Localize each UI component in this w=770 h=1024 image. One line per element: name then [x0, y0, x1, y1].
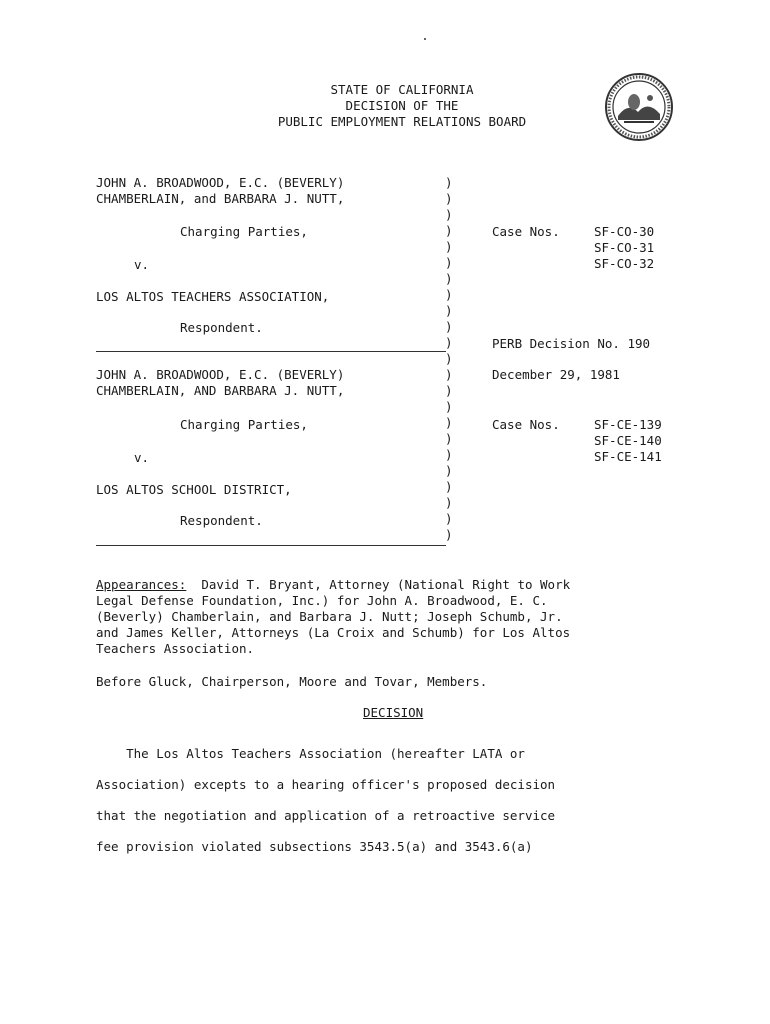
caption-bracket: ) ) ) ) ) ) ) ) ) ) ) ) ) ) ) ) ) ) ) ) ) ) ) — [445, 175, 453, 542]
case1-case-number-3: SF-CO-32 — [594, 256, 655, 271]
appearances-paragraph — [96, 577, 696, 657]
scan-speck — [424, 38, 426, 40]
header-line-decision: DECISION OF THE — [345, 98, 459, 113]
decision-heading: DECISION — [363, 705, 424, 720]
appearances-line1: David T. Bryant, Attorney (National Right to Work — [186, 577, 571, 592]
appearances-line5: Teachers Association. — [96, 641, 255, 656]
caption-bottom-rule — [96, 545, 446, 546]
appearances-line3: (Beverly) Chamberlain, and Barbara J. Nutt; Joseph Schumb, Jr. — [96, 609, 563, 624]
body-line4: fee provision violated subsections 3543.5(a) and 3543.6(a) — [96, 839, 533, 854]
case2-case-number-1: SF-CE-139 — [594, 417, 662, 432]
caption-divider — [96, 351, 446, 352]
appearances-line4: and James Keller, Attorneys (La Croix and Schumb) for Los Altos — [96, 625, 571, 640]
decision-body — [96, 738, 696, 862]
body-line1: The Los Altos Teachers Association (hereafter LATA or — [96, 746, 525, 761]
before-panel: Before Gluck, Chairperson, Moore and Tovar, Members. — [96, 674, 488, 689]
california-seal-icon — [604, 72, 674, 142]
case2-party-line1: JOHN A. BROADWOOD, E.C. (BEVERLY) — [96, 367, 345, 382]
case1-party-line1: JOHN A. BROADWOOD, E.C. (BEVERLY) — [96, 175, 345, 190]
case2-case-number-2: SF-CE-140 — [594, 433, 662, 448]
case2-respondent-role: Respondent. — [180, 513, 263, 528]
decision-number: PERB Decision No. 190 — [492, 336, 651, 351]
case1-case-number-2: SF-CO-31 — [594, 240, 655, 255]
case1-case-label: Case Nos. — [492, 224, 560, 239]
case1-case-number-1: SF-CO-30 — [594, 224, 655, 239]
case2-party-line2: CHAMBERLAIN, AND BARBARA J. NUTT, — [96, 383, 345, 398]
body-line3: that the negotiation and application of a retroactive service — [96, 808, 556, 823]
case2-party-role: Charging Parties, — [180, 417, 308, 432]
case2-case-label: Case Nos. — [492, 417, 560, 432]
document-header — [230, 82, 574, 130]
case1-party-role: Charging Parties, — [180, 224, 308, 239]
appearances-line2: Legal Defense Foundation, Inc.) for John A. Broadwood, E. C. — [96, 593, 548, 608]
case1-respondent-name: LOS ALTOS TEACHERS ASSOCIATION, — [96, 289, 330, 304]
case2-versus: v. — [134, 450, 150, 465]
body-line2: Association) excepts to a hearing officer's proposed decision — [96, 777, 556, 792]
appearances-label: Appearances: — [96, 577, 187, 592]
header-line-state: STATE OF CALIFORNIA — [330, 82, 474, 97]
header-line-board: PUBLIC EMPLOYMENT RELATIONS BOARD — [277, 114, 527, 129]
case1-versus: v. — [134, 257, 150, 272]
decision-date: December 29, 1981 — [492, 367, 620, 382]
case-caption — [96, 175, 696, 555]
case1-party-line2: CHAMBERLAIN, and BARBARA J. NUTT, — [96, 191, 345, 206]
case1-respondent-role: Respondent. — [180, 320, 263, 335]
case2-case-number-3: SF-CE-141 — [594, 449, 662, 464]
case2-respondent-name: LOS ALTOS SCHOOL DISTRICT, — [96, 482, 292, 497]
